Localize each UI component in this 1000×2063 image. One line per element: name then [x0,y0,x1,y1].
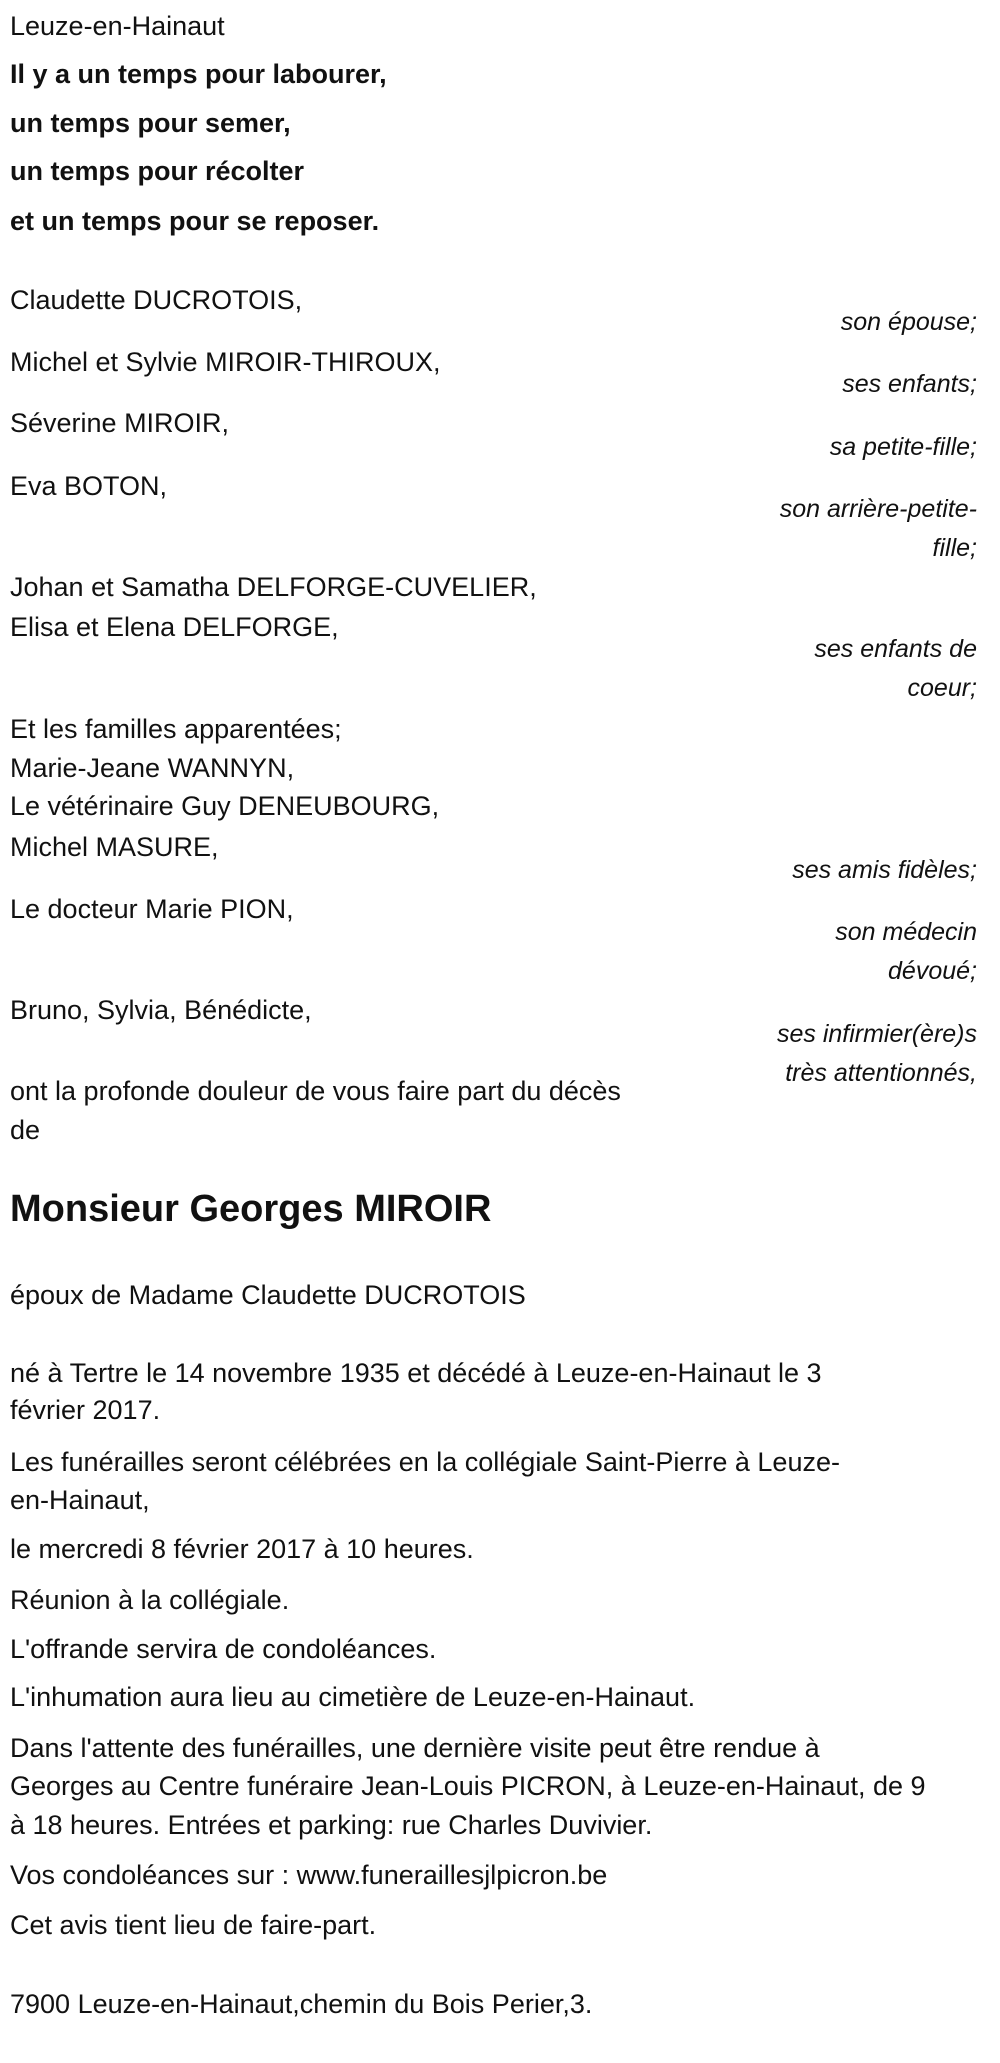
condolences-link[interactable]: Vos condoléances sur : www.funeraillesjlpicron.be [10,1860,608,1890]
family-member: Bruno, Sylvia, Bénédicte, [10,995,312,1025]
address: 7900 Leuze-en-Hainaut,chemin du Bois Perier,3. [10,1989,593,2019]
family-member: Marie-Jeane WANNYN, [10,753,295,783]
detail-line: en-Hainaut, [10,1485,150,1515]
family-member: Et les familles apparentées; [10,714,342,744]
poem-line: un temps pour semer, [10,108,291,138]
detail-line: Cet avis tient lieu de faire-part. [10,1910,377,1940]
family-member: Michel MASURE, [10,832,219,862]
relation: ses amis fidèles; [792,856,977,884]
detail-line: le mercredi 8 février 2017 à 10 heures. [10,1534,474,1564]
relation: ses enfants de [814,635,977,663]
detail-line: février 2017. [10,1395,161,1425]
relation: fille; [932,534,977,562]
family-member: Le docteur Marie PION, [10,894,294,924]
detail-line: Les funérailles seront célébrées en la collégiale Saint-Pierre à Leuze- [10,1447,840,1477]
relation: coeur; [907,674,977,702]
family-member: Michel et Sylvie MIROIR-THIROUX, [10,347,441,377]
relation: son arrière-petite- [779,495,977,523]
detail-line: L'inhumation aura lieu au cimetière de Leuze-en-Hainaut. [10,1682,696,1712]
detail-line: Georges au Centre funéraire Jean-Louis PICRON, à Leuze-en-Hainaut, de 9 [10,1771,926,1801]
relation: son médecin [835,918,977,946]
announcement-text: de [10,1115,41,1145]
relation: sa petite-fille; [829,433,977,461]
family-member: Séverine MIROIR, [10,408,230,438]
poem-line: et un temps pour se reposer. [10,206,380,236]
family-member: Claudette DUCROTOIS, [10,285,303,315]
detail-line: Réunion à la collégiale. [10,1585,290,1615]
poem-line: Il y a un temps pour labourer, [10,59,387,89]
relation: ses infirmier(ère)s [776,1020,977,1048]
detail-line: à 18 heures. Entrées et parking: rue Charles Duvivier. [10,1810,653,1840]
relation: très attentionnés, [785,1059,977,1087]
detail-line: L'offrande servira de condoléances. [10,1634,437,1664]
relation: ses enfants; [842,370,977,398]
deceased-name: Monsieur Georges MIROIR [10,1188,492,1230]
poem-line: un temps pour récolter [10,156,305,186]
relation: son épouse; [840,308,977,336]
detail-line: né à Tertre le 14 novembre 1935 et décédé à Leuze-en-Hainaut le 3 [10,1358,822,1388]
family-member: Elisa et Elena DELFORGE, [10,612,339,642]
family-member: Le vétérinaire Guy DENEUBOURG, [10,791,440,821]
family-member: Johan et Samatha DELFORGE-CUVELIER, [10,572,537,602]
detail-line: époux de Madame Claudette DUCROTOIS [10,1280,526,1310]
announcement-text: ont la profonde douleur de vous faire part du décès [10,1076,621,1106]
family-member: Eva BOTON, [10,471,168,501]
relation: dévoué; [888,957,977,985]
location: Leuze-en-Hainaut [10,11,225,41]
detail-line: Dans l'attente des funérailles, une dernière visite peut être rendue à [10,1733,820,1763]
